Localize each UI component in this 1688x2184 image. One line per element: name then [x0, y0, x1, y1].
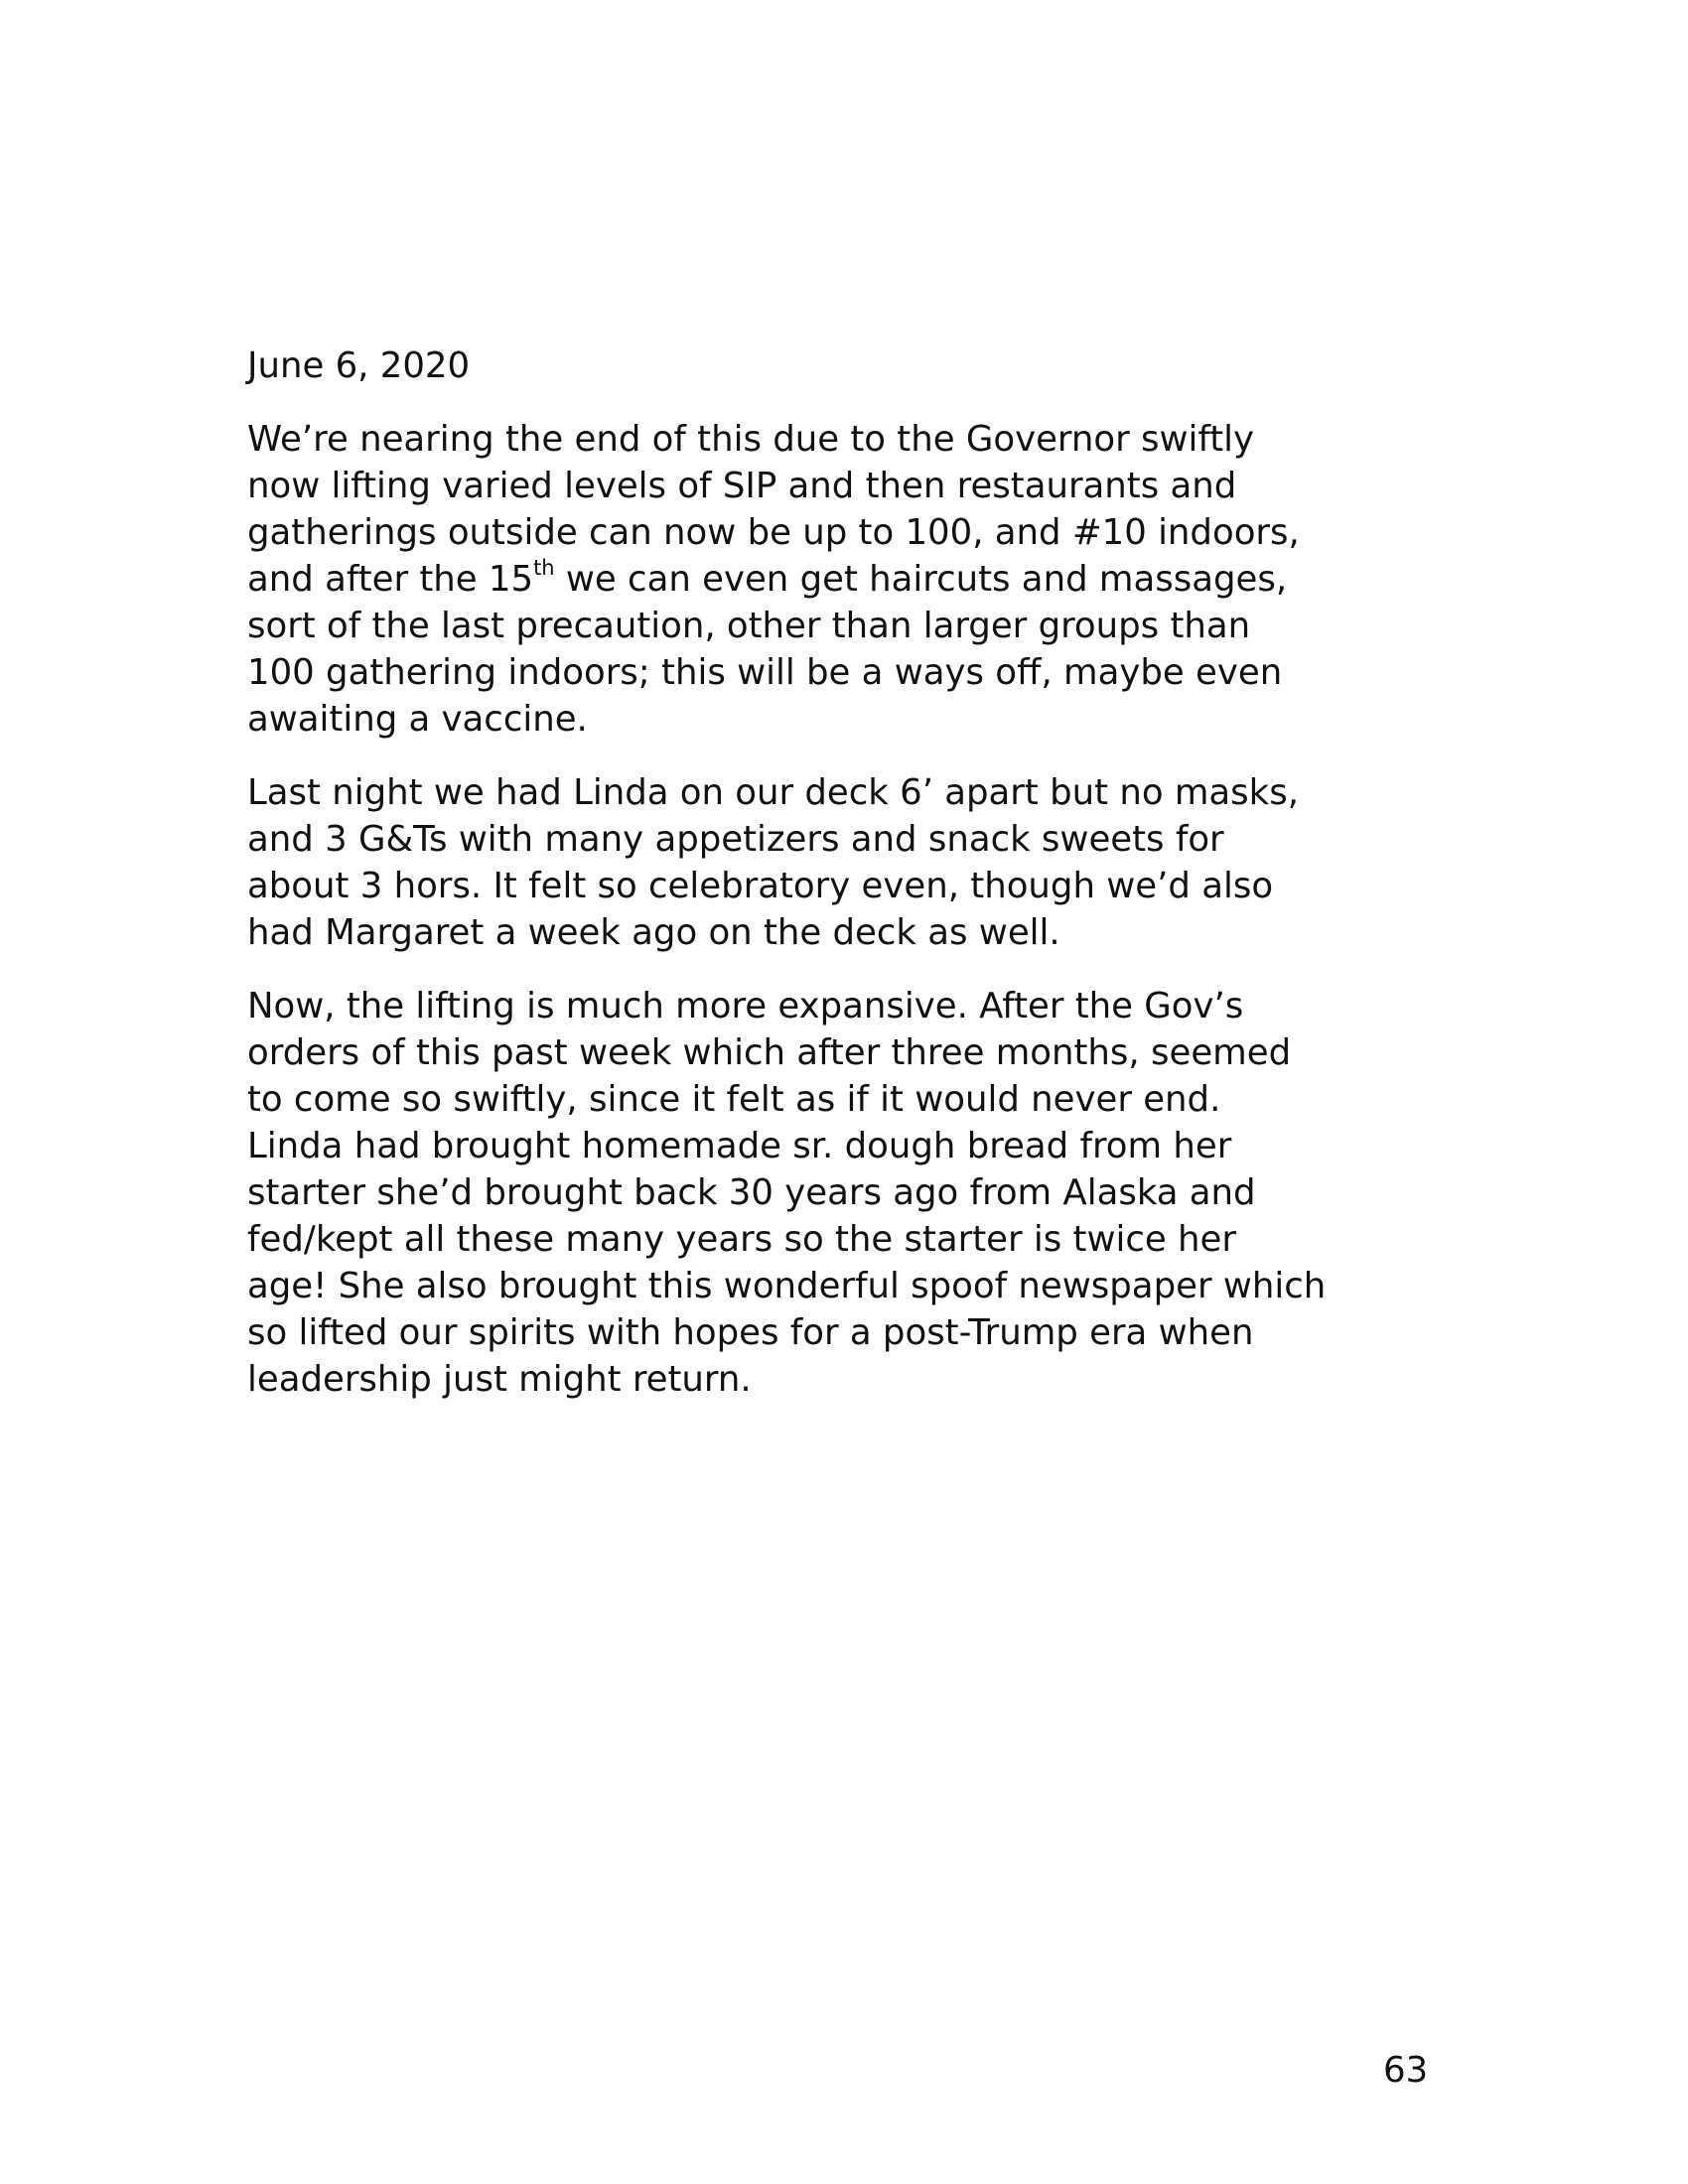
text-line: orders of this past week which after three months, seemed [247, 1032, 1292, 1073]
text-line: had Margaret a week ago on the deck as well. [247, 912, 1060, 953]
text-line: sort of the last precaution, other than larger groups than [247, 606, 1251, 646]
text-line: so lifted our spirits with hopes for a post-Trump era when [247, 1312, 1254, 1353]
text-segment: we can even get haircuts and massages, [554, 559, 1288, 600]
page-number: 63 [1383, 2050, 1429, 2091]
entry-date: June 6, 2020 [247, 345, 471, 386]
text-line: Last night we had Linda on our deck 6’ apart but no masks, [247, 772, 1300, 813]
text-line: and 3 G&Ts with many appetizers and snack sweets for [247, 819, 1224, 860]
text-line: Linda had brought homemade sr. dough bread from her [247, 1126, 1232, 1166]
text-line: about 3 hors. It felt so celebratory even, though we’d also [247, 866, 1274, 906]
text-line: starter she’d brought back 30 years ago from Alaska and [247, 1172, 1256, 1213]
text-line: We’re nearing the end of this due to the Governor swiftly [247, 419, 1255, 460]
text-line: now lifting varied levels of SIP and then restaurants and [247, 466, 1237, 506]
text-segment: and after the 15 [247, 559, 534, 600]
text-line: fed/kept all these many years so the starter is twice her [247, 1219, 1236, 1260]
text-line: leadership just might return. [247, 1359, 752, 1400]
text-line: age! She also brought this wonderful spoof newspaper which [247, 1266, 1327, 1306]
text-line: 100 gathering indoors; this will be a ways off, maybe even [247, 652, 1283, 693]
text-line: to come so swiftly, since it felt as if it would never end. [247, 1079, 1221, 1120]
text-line: Now, the lifting is much more expansive. After the Gov’s [247, 986, 1244, 1026]
paragraph-3 [247, 983, 1439, 1403]
text-line: gatherings outside can now be up to 100, and #10 indoors, [247, 512, 1300, 553]
text-line-with-superscript [247, 556, 1439, 603]
paragraph-1 [247, 416, 1439, 743]
journal-entry [247, 342, 1439, 1430]
text-line: awaiting a vaccine. [247, 699, 588, 740]
ordinal-superscript: th [533, 556, 555, 580]
paragraph-2 [247, 769, 1439, 956]
